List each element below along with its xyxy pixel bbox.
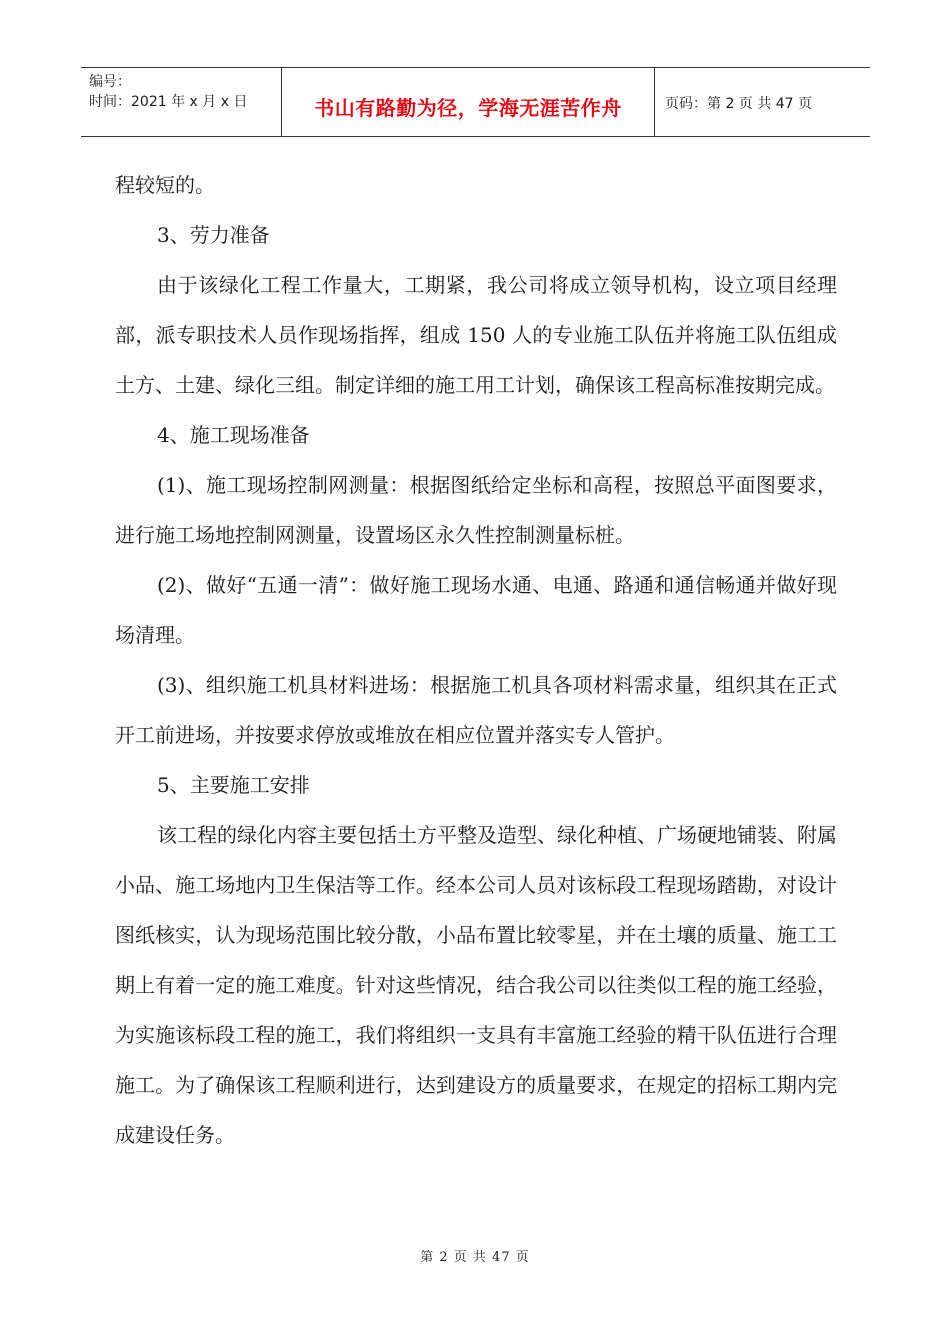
- paragraph: (1)、施工现场控制网测量：根据图纸给定坐标和高程，按照总平面图要求，进行施工场地控制网测量，设置场区永久性控制测量标桩。: [115, 473, 837, 547]
- header-meta: [81, 68, 282, 136]
- section-heading: 5、主要施工安排: [157, 773, 310, 797]
- document-body: [115, 160, 837, 1160]
- document-number-label: 编号：: [89, 74, 131, 90]
- section-heading: 3、劳力准备: [157, 223, 270, 247]
- paragraph: 由于该绿化工程工作量大，工期紧，我公司将成立领导机构，设立项目经理部，派专职技术人员作现场指挥，组成 150 人的专业施工队伍并将施工队伍组成土方、土建、绿化三组。制定详细的施工用工计划，确保该工程高标准按期完成。: [115, 273, 837, 397]
- paragraph: (2)、做好“五通一清”：做好施工现场水通、电通、路通和通信畅通并做好现场清理。: [115, 573, 837, 647]
- header-page-info: 页码：第 2 页 共 47 页: [665, 96, 812, 112]
- document-date: 时间：2021 年 x 月 x 日: [89, 94, 248, 110]
- paragraph: 程较短的。: [115, 173, 215, 197]
- paragraph: (3)、组织施工机具材料进场：根据施工机具各项材料需求量，组织其在正式开工前进场，并按要求停放或堆放在相应位置并落实专人管护。: [115, 673, 837, 747]
- page-footer: 第 2 页 共 47 页: [420, 1250, 530, 1265]
- header-motto: 书山有路勤为径，学海无涯苦作舟: [282, 68, 655, 136]
- paragraph: 该工程的绿化内容主要包括土方平整及造型、绿化种植、广场硬地铺装、附属小品、施工场地内卫生保洁等工作。经本公司人员对该标段工程现场踏勘，对设计图纸核实，认为现场范围比较分散，小品布置比较零星，并在土壤的质量、施工工期上有着一定的施工难度。针对这些情况，结合我公司以往类似工程的施工经验，为实施该标段工程的施工，我们将组织一支具有丰富施工经验的精干队伍进行合理施工。为了确保该工程顺利进行，达到建设方的质量要求，在规定的招标工期内完成建设任务。: [115, 823, 837, 1147]
- page-header: [81, 67, 870, 137]
- section-heading: 4、施工现场准备: [157, 423, 310, 447]
